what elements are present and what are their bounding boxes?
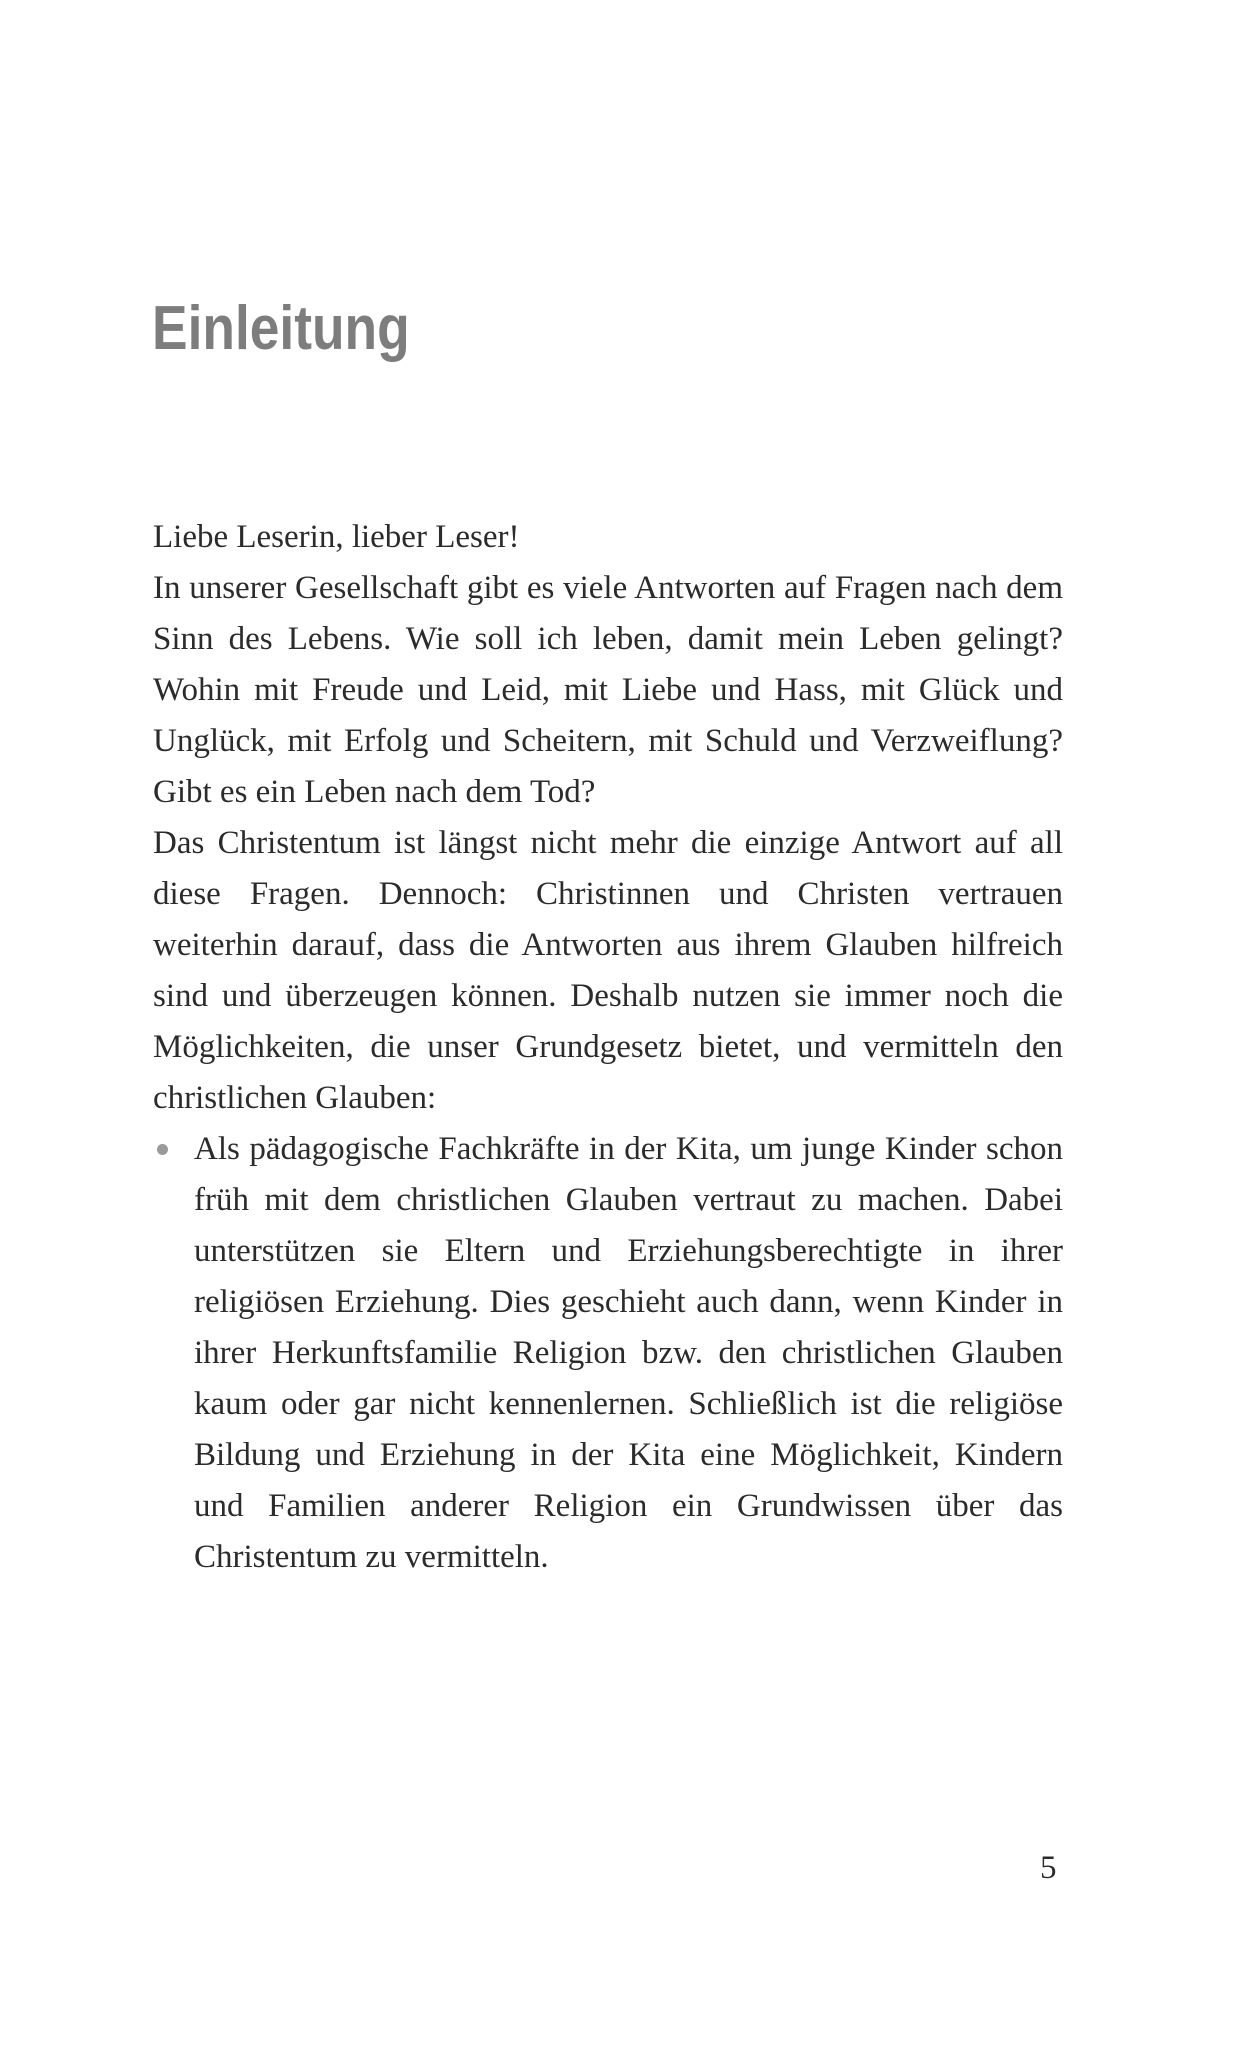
- list-item-text: Als pädagogische Fachkräfte in der Kita, um junge Kinder schon früh mit dem christlichen Glauben vertraut zu machen. Dabei unterstützen sie Eltern und Erziehungsberechtigte in ihrer religiösen Erziehung. Dies geschieht auch dann, wenn Kinder in ihrer Herkunftsfamilie Religion bzw. den christlichen Glauben kaum oder gar nicht kennenlernen. Schließlich ist die religiöse Bildung und Erziehung in der Kita eine Möglichkeit, Kindern und Familien anderer Religion ein Grundwissen über das Christentum zu vermitteln.: [194, 1131, 1063, 1575]
- paragraph-christianity: Das Christentum ist längst nicht mehr die einzige Antwort auf all diese Fragen. Dennoch: Christinnen und Christen vertrauen weiterhin darauf, dass die Antworten aus ihrem Glauben hilfreich sind und überzeugen können. Deshalb nutzen sie immer noch die Möglichkeiten, die unser Grundgesetz bietet, und vermitteln den christlichen Glauben:: [153, 825, 1063, 1116]
- chapter-heading: Einleitung: [152, 294, 410, 363]
- paragraph-intro: In unserer Gesellschaft gibt es viele Antworten auf Fragen nach dem Sinn des Lebens. Wie soll ich leben, damit mein Leben gelingt? Wohin mit Freude und Leid, mit Liebe und Hass, mit Glück und Unglück, mit Erfolg und Scheitern, mit Schuld und Verzweiflung? Gibt es ein Leben nach dem Tod?: [153, 570, 1063, 810]
- list-item: [153, 1124, 1063, 1583]
- bullet-list: [153, 1124, 1063, 1583]
- bullet-icon: [157, 1144, 168, 1155]
- page-number: 5: [1040, 1850, 1057, 1886]
- chapter-body: [153, 512, 1063, 1583]
- salutation: Liebe Leserin, lieber Leser!: [153, 519, 520, 555]
